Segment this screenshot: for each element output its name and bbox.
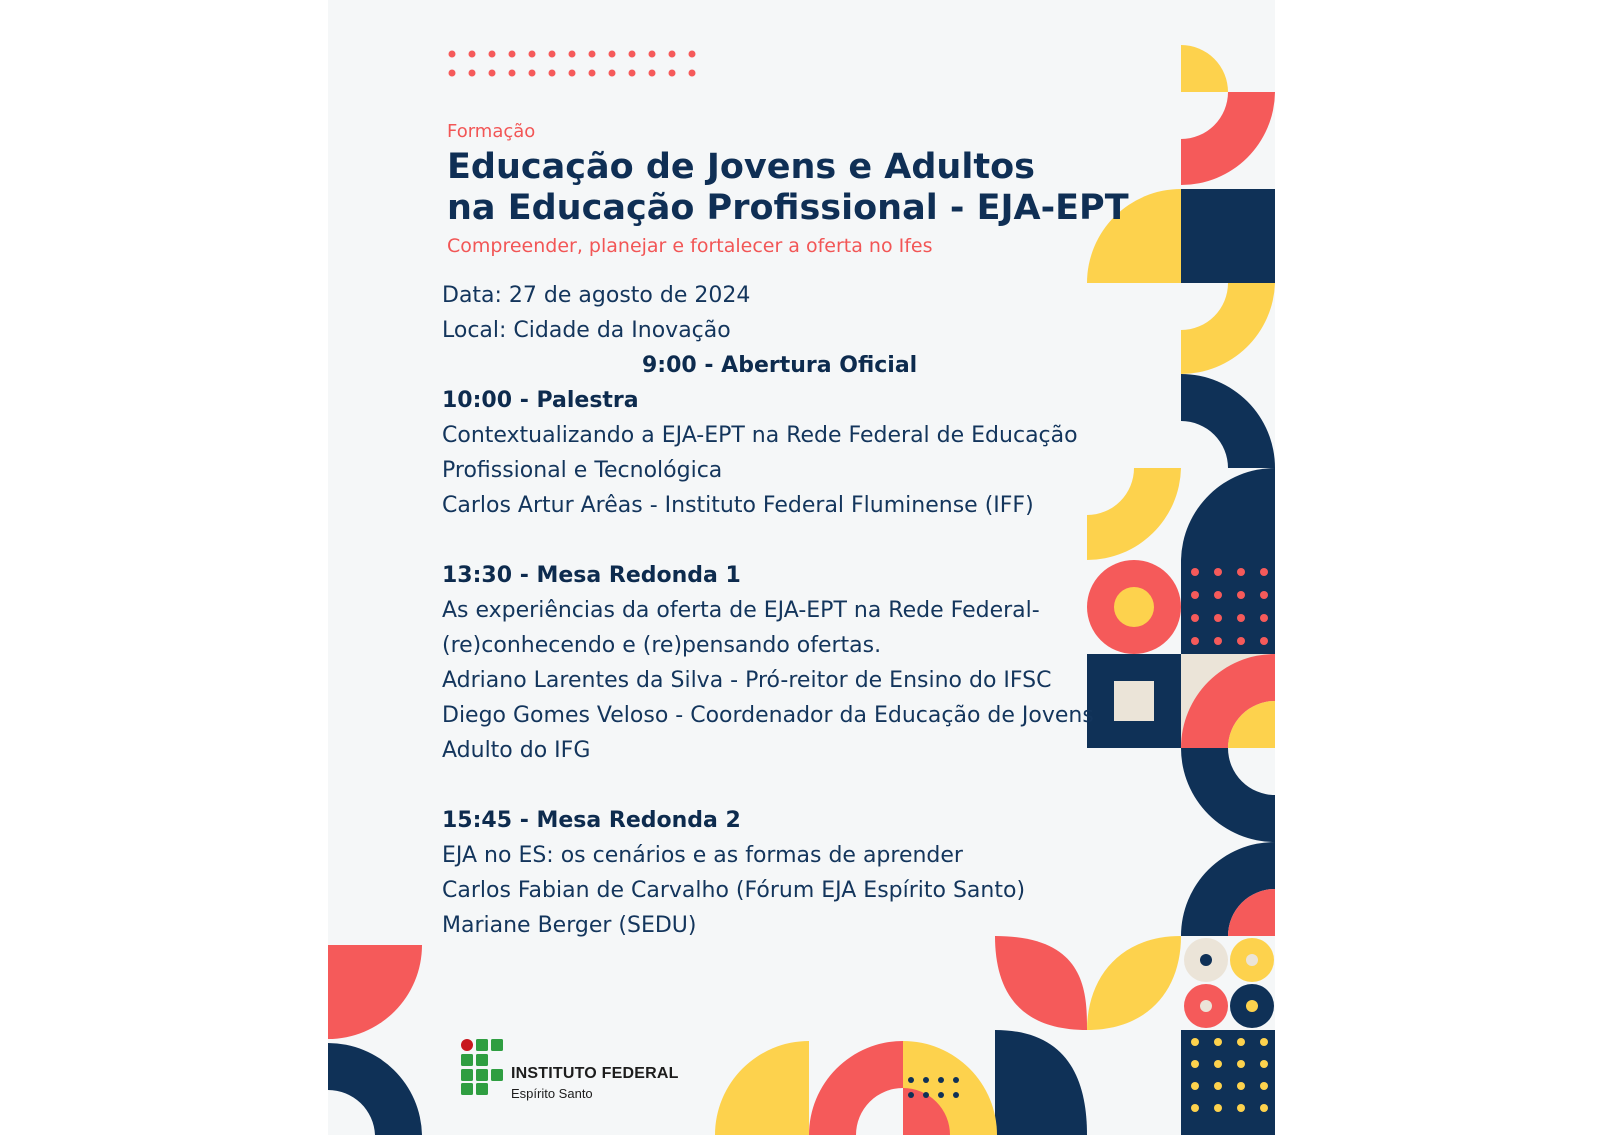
session-line: Contextualizando a EJA-EPT na Rede Federal de Educação xyxy=(442,423,1078,448)
session-line: Diego Gomes Veloso - Coordenador da Educação de Jovens xyxy=(442,703,1094,728)
title-line-2: na Educação Profissional - EJA-EPT xyxy=(447,188,1129,228)
left-pattern xyxy=(328,945,422,1135)
institute-logo-icon xyxy=(461,1039,505,1095)
session-heading: 10:00 - Palestra xyxy=(442,388,639,413)
session-heading: 15:45 - Mesa Redonda 2 xyxy=(442,808,741,833)
session-line: Profissional e Tecnológica xyxy=(442,458,723,483)
session-line: (re)conhecendo e (re)pensando ofertas. xyxy=(442,633,882,658)
session-heading: 13:30 - Mesa Redonda 1 xyxy=(442,563,741,588)
event-location: Local: Cidade da Inovação xyxy=(442,318,731,343)
title-line-1: Educação de Jovens e Adultos xyxy=(447,147,1035,187)
logo-campus: Espírito Santo xyxy=(511,1086,593,1101)
session-line: Carlos Fabian de Carvalho (Fórum EJA Espírito Santo) xyxy=(442,878,1026,903)
session-line: Adriano Larentes da Silva - Pró-reitor de Ensino do IFSC xyxy=(442,668,1052,693)
page-title xyxy=(447,147,1129,229)
session-line: Carlos Artur Arêas - Instituto Federal Fluminense (IFF) xyxy=(442,493,1034,518)
bottom-pattern xyxy=(715,1041,997,1135)
logo-name: INSTITUTO FEDERAL xyxy=(511,1065,679,1082)
event-date: Data: 27 de agosto de 2024 xyxy=(442,283,751,308)
top-dot-row xyxy=(449,51,696,77)
session-line: As experiências da oferta de EJA-EPT na Rede Federal- xyxy=(442,598,1040,623)
session-line: Mariane Berger (SEDU) xyxy=(442,913,697,938)
subtitle: Compreender, planejar e fortalecer a oferta no Ifes xyxy=(447,235,933,257)
session-line: Adulto do IFG xyxy=(442,738,591,763)
kicker-label: Formação xyxy=(447,121,536,142)
poster xyxy=(328,0,1275,1135)
opening-session: 9:00 - Abertura Oficial xyxy=(642,353,918,378)
session-line: EJA no ES: os cenários e as formas de aprender xyxy=(442,843,963,868)
